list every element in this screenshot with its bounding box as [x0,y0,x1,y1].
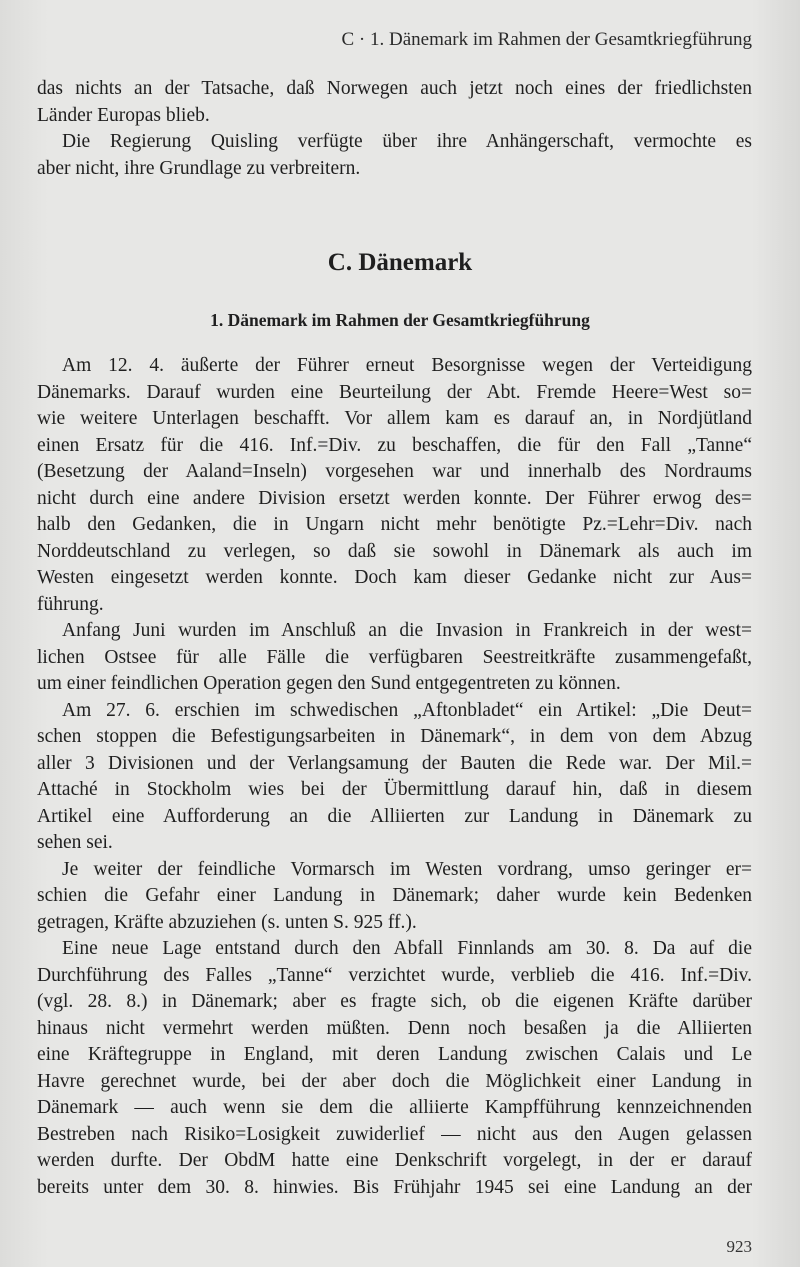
text-line: Je weiter der feindliche Vormarsch im Westen vordrang, umso geringer er= [62,858,752,880]
paragraph [37,129,752,182]
text-line: führung. [37,593,104,615]
text-line: Am 12. 4. äußerte der Führer erneut Besorgnisse wegen der Verteidigung [62,355,752,376]
running-header: C · 1. Dänemark im Rahmen der Gesamtkriegführung [341,29,752,50]
text-line: Bestreben nach Risiko=Losigkeit zuwiderlief — nicht aus den Augen gelassen [37,1123,752,1145]
text-line: bereits unter dem 30. 8. hinwies. Bis Frühjahr 1945 sei eine Landung an der [37,1176,752,1198]
text-line: einen Ersatz für die 416. Inf.=Div. zu beschaffen, die für den Fall „Tanne“ [37,434,752,456]
paragraph [37,936,752,1201]
section-title: 1. Dänemark im Rahmen der Gesamtkriegführung [210,310,590,330]
paragraph [37,76,752,129]
text-line: (vgl. 28. 8.) in Dänemark; aber es fragte sich, ob die eigenen Kräfte darüber [37,991,752,1012]
paragraph [37,353,752,618]
text-line: halb den Gedanken, die in Ungarn nicht mehr benötigte Pz.=Lehr=Div. nach [37,514,752,535]
text-line: eine Kräftegruppe in England, mit deren Landung zwischen Calais und Le [37,1044,752,1065]
text-line: das nichts an der Tatsache, daß Norwegen auch jetzt noch eines der friedlichsten [37,78,752,99]
text-line: Am 27. 6. erschien im schwedischen „Aftonbladet“ ein Artikel: „Die Deut= [62,699,752,721]
text-line: hinaus nicht vermehrt werden müßten. Denn noch besaßen ja die Alliierten [37,1017,752,1039]
text-line: sehen sei. [37,832,113,853]
text-line: Westen eingesetzt werden konnte. Doch kam dieser Gedanke nicht zur Aus= [37,567,752,588]
text-line: Anfang Juni wurden im Anschluß an die Invasion in Frankreich in der west= [62,620,752,641]
text-line: aller 3 Divisionen und der Verlangsamung der Bauten die Rede war. Der Mil.= [37,752,752,774]
text-line: aber nicht, ihre Grundlage zu verbreitern. [37,157,361,179]
text-line: Länder Europas blieb. [37,104,210,126]
body-text [37,353,752,1201]
intro-text [37,76,752,182]
text-line: Eine neue Lage entstand durch den Abfall Finnlands am 30. 8. Da auf die [62,938,752,959]
chapter-title: C. Dänemark [327,249,473,276]
text-line: nicht durch eine andere Division ersetzt werden konnte. Der Führer erwog des= [37,487,752,509]
text-line: schien die Gefahr einer Landung in Dänemark; daher wurde kein Bedenken [37,885,752,906]
page-number: 923 [726,1237,752,1256]
text-line: um einer feindlichen Operation gegen den Sund entgegentreten zu können. [37,673,621,694]
text-line: lichen Ostsee für alle Fälle die verfügbaren Seestreitkräfte zusammengefaßt, [37,646,752,668]
text-line: wie weitere Unterlagen beschafft. Vor allem kam es darauf an, in Nordjütland [37,408,752,429]
text-line: Norddeutschland zu verlegen, so daß sie sowohl in Dänemark als auch im [37,540,752,562]
text-line: werden durfte. Der ObdM hatte eine Denkschrift vorgelegt, in der er darauf [37,1150,752,1171]
text-line: Dänemark — auch wenn sie dem die alliierte Kampfführung kennzeichnenden [37,1097,752,1118]
text-line: Artikel eine Aufforderung an die Alliierten zur Landung in Dänemark zu [37,805,752,827]
text-line: Die Regierung Quisling verfügte über ihre Anhängerschaft, vermochte es [62,131,752,152]
paragraph [37,857,752,937]
paragraph [37,618,752,698]
text-line: Havre gerechnet wurde, bei der aber doch die Möglichkeit einer Landung in [37,1070,752,1092]
text-line: Attaché in Stockholm wies bei der Übermittlung darauf hin, daß in diesem [37,779,752,800]
text-line: getragen, Kräfte abzuziehen (s. unten S. 925 ff.). [37,911,417,933]
text-line: schen stoppen die Befestigungsarbeiten in Dänemark“, in dem von dem Abzug [37,726,752,747]
paragraph [37,698,752,857]
text-line: Durchführung des Falles „Tanne“ verzichtet wurde, verblieb die 416. Inf.=Div. [37,964,752,986]
text-line: Dänemarks. Darauf wurden eine Beurteilung der Abt. Fremde Heere=West so= [37,381,752,403]
text-line: (Besetzung der Aaland=Inseln) vorgesehen war und innerhalb des Nordraums [37,461,752,482]
